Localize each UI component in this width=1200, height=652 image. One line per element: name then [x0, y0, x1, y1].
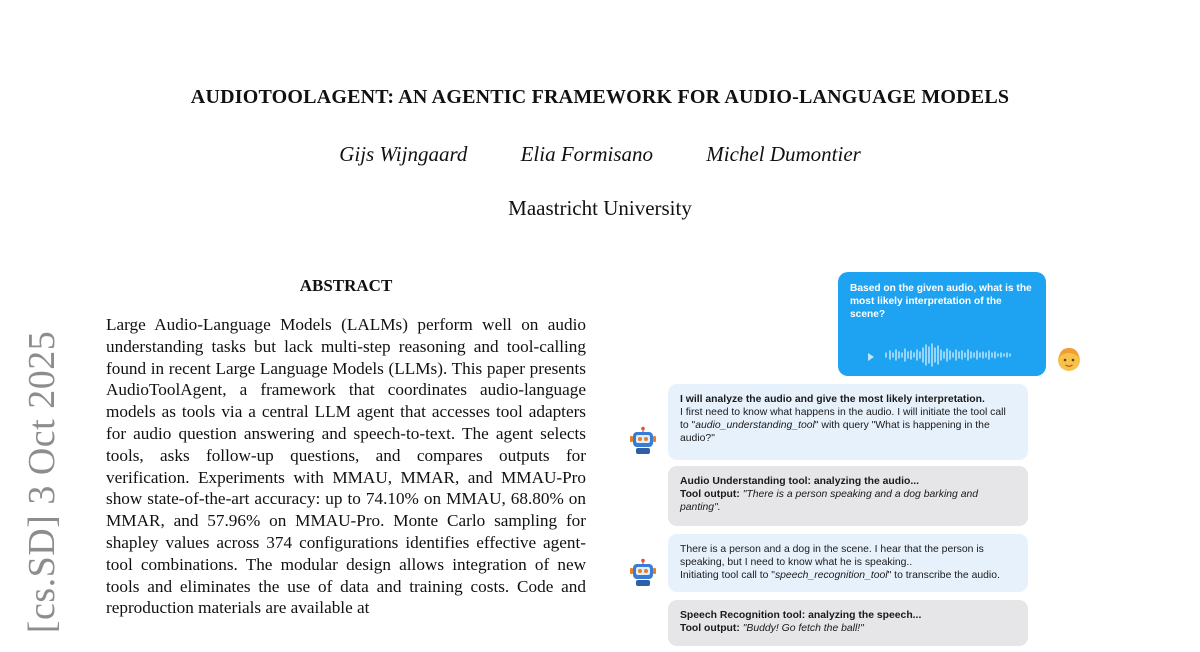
agent-message-text: I first need to know what happens in the audio. I will initiate the tool call to "audio_understanding_tool" with query "What is happening in the audio?" [680, 407, 1006, 444]
author-name: Gijs Wijngaard [339, 142, 468, 166]
agent-message-text: There is a person and a dog in the scene. I hear that the person is speaking, but I need to know what he is speaking.. [680, 544, 984, 568]
abstract-text: Large Audio-Language Models (LALMs) perform well on audio understanding tasks but lack multi-step reasoning and tool-calling found in recent Large Language Models (LLMs). This paper presents AudioToolAgent, a framework that coordinates audio-language models as tools via a central LLM agent that accesses tool adapters for audio question answering and speech-to-text. The agent selects tools, asks follow-up questions, and compares outputs for verification. Experiments with MMAU, MMAR, and MMAU-Pro show state-of-the-art accuracy: up to 74.10% on MMAU, 68.80% on MMAR, and 57.96% on MMAU-Pro. Monte Carlo sampling for shapley values across 374 configurations identifies effective agent-tool combinations. The modular design allows integration of new tools and eliminates the use of data and training costs. Code and reproduction materials are available at [106, 315, 586, 618]
tool-name: speech_recognition_tool [774, 570, 888, 581]
tool-output-text: Tool output: "There is a person speaking and a dog barking and panting". [680, 489, 979, 513]
user-message-bubble [838, 272, 1046, 376]
agent-message-title: I will analyze the audio and give the most likely interpretation. [680, 394, 985, 405]
author-name: Michel Dumontier [706, 142, 861, 166]
agent-message-text: Initiating tool call to "speech_recognition_tool" to transcribe the audio. [680, 570, 1000, 581]
author-name: Elia Formisano [520, 142, 654, 166]
agent-message-bubble [668, 384, 1028, 460]
play-icon [868, 353, 874, 361]
tool-output-text: Tool output: "Buddy! Go fetch the ball!" [680, 623, 864, 634]
agent-message-bubble [668, 534, 1028, 592]
robot-icon [628, 558, 658, 588]
abstract-heading: ABSTRACT [299, 276, 393, 295]
arxiv-stamp: [cs.SD] 3 Oct 2025 [21, 330, 63, 634]
paper-title: AUDIOTOOLAGENT: AN AGENTIC FRAMEWORK FOR AUDIO-LANGUAGE MODELS [190, 86, 1010, 108]
robot-icon [628, 426, 658, 456]
user-message-text: Based on the given audio, what is the most likely interpretation of the scene? [850, 283, 1032, 320]
tool-output-bubble [668, 466, 1028, 526]
tool-name: audio_understanding_tool [695, 420, 815, 431]
waveform-icon [882, 342, 1032, 368]
agent-conversation-figure [620, 262, 1100, 648]
user-avatar-icon [1054, 344, 1084, 374]
affiliation: Maastricht University [508, 196, 692, 220]
author-list [0, 142, 1200, 167]
tool-output-bubble [668, 600, 1028, 646]
tool-title: Audio Understanding tool: analyzing the audio... [680, 476, 919, 487]
tool-title: Speech Recognition tool: analyzing the speech... [680, 610, 922, 621]
